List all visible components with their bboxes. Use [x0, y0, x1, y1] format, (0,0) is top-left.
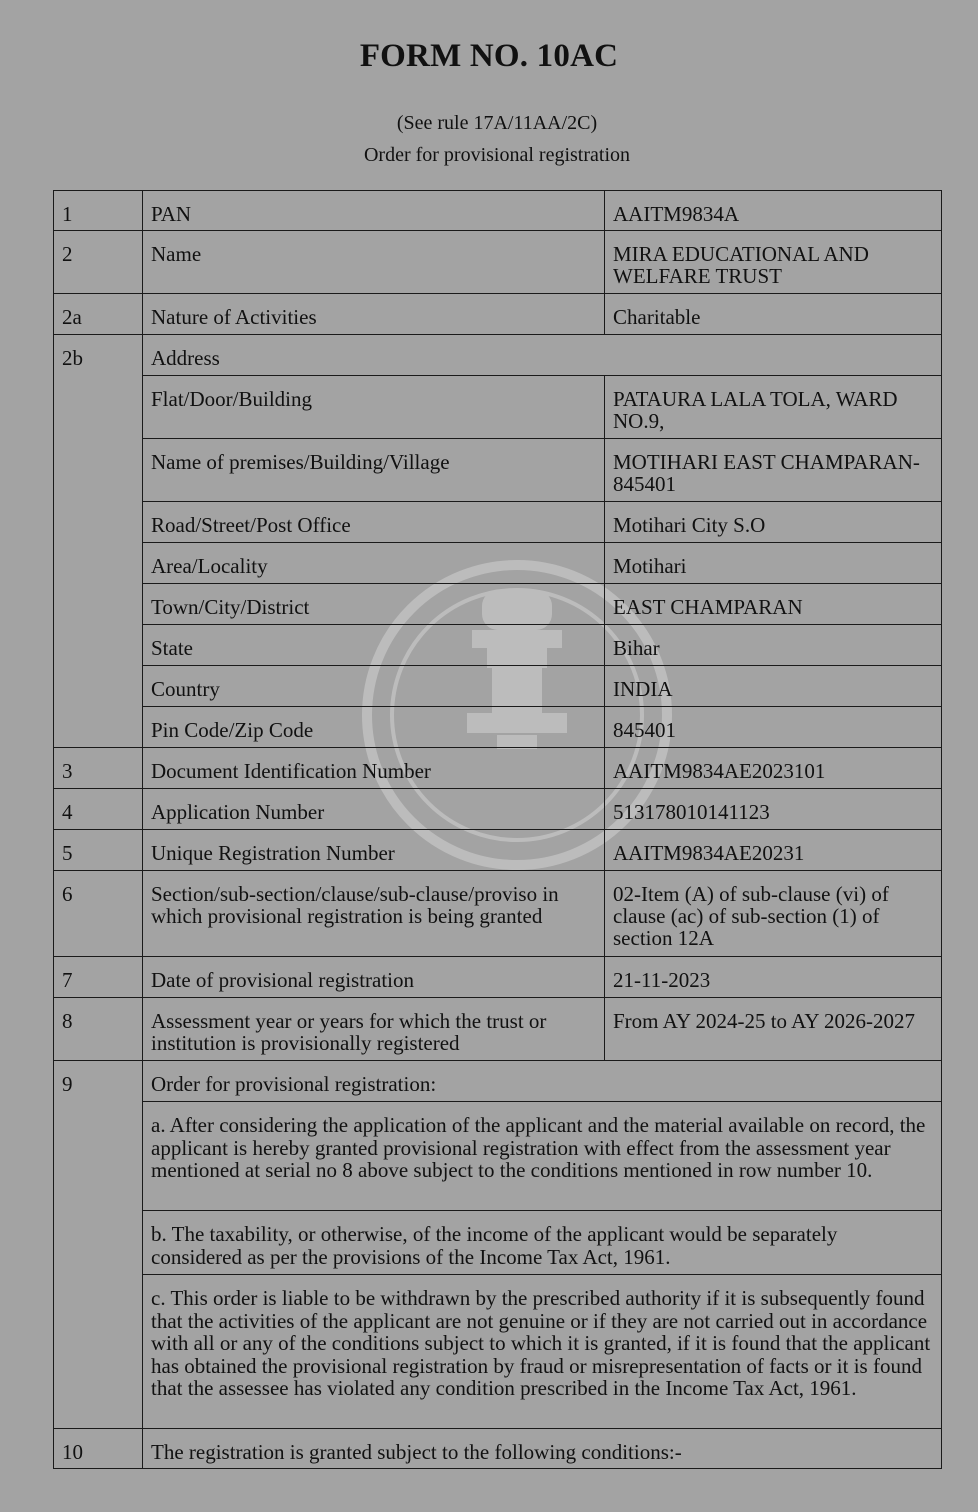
table-row	[54, 830, 942, 871]
serial-number: 1	[54, 191, 143, 231]
field-value: INDIA	[605, 666, 942, 707]
field-label: Unique Registration Number	[143, 830, 605, 871]
table-row	[54, 294, 942, 335]
table-row	[54, 789, 942, 830]
table-row	[54, 1429, 942, 1469]
field-label: Town/City/District	[143, 584, 605, 625]
table-row	[54, 871, 942, 957]
table-row	[54, 543, 942, 584]
field-value: 845401	[605, 707, 942, 748]
table-row	[54, 625, 942, 666]
field-label: State	[143, 625, 605, 666]
form-title: FORM NO. 10AC	[359, 38, 619, 74]
field-label: Section/sub-section/clause/sub-clause/proviso in which provisional registration is being granted	[143, 871, 605, 957]
field-label: Area/Locality	[143, 543, 605, 584]
serial-number: 4	[54, 789, 143, 830]
form-subtitle: Order for provisional registration	[363, 144, 631, 166]
serial-number: 10	[54, 1429, 143, 1469]
field-value: MOTIHARI EAST CHAMPARAN- 845401	[605, 439, 942, 502]
field-label: Address	[143, 335, 942, 376]
field-label: Pin Code/Zip Code	[143, 707, 605, 748]
field-label: Nature of Activities	[143, 294, 605, 335]
table-row	[54, 584, 942, 625]
table-row	[54, 191, 942, 231]
field-label: Date of provisional registration	[143, 957, 605, 998]
field-value: MIRA EDUCATIONAL AND WELFARE TRUST	[605, 231, 942, 294]
field-label: Assessment year or years for which the trust or institution is provisionally registered	[143, 998, 605, 1061]
field-value: PATAURA LALA TOLA, WARD NO.9,	[605, 376, 942, 439]
serial-number: 7	[54, 957, 143, 998]
rule-reference: (See rule 17A/11AA/2C)	[396, 112, 598, 134]
field-value: AAITM9834AE20231	[605, 830, 942, 871]
table-row	[54, 1275, 942, 1429]
field-label: Name of premises/Building/Village	[143, 439, 605, 502]
field-value: Motihari City S.O	[605, 502, 942, 543]
field-label: Name	[143, 231, 605, 294]
field-value: 513178010141123	[605, 789, 942, 830]
field-value: Bihar	[605, 625, 942, 666]
serial-number: 2	[54, 231, 143, 294]
table-row	[54, 231, 942, 294]
table-row	[54, 502, 942, 543]
serial-number: 8	[54, 998, 143, 1061]
table-row	[54, 1102, 942, 1211]
serial-number: 3	[54, 748, 143, 789]
table-row	[54, 957, 942, 998]
field-value: Motihari	[605, 543, 942, 584]
order-clause-c: c. This order is liable to be withdrawn by the prescribed authority if it is subsequently found that the activities of the applicant are not genuine or if they are not carried out in accordance with all or any of the conditions subject to which it is granted, if it is found that the applicant has obtained the provisional registration by fraud or misrepresentation of facts or it is found that the assessee has violated any condition prescribed in the Income Tax Act, 1961.	[143, 1275, 942, 1429]
table-row	[54, 1061, 942, 1102]
field-label: Road/Street/Post Office	[143, 502, 605, 543]
serial-number: 2b	[54, 335, 143, 748]
field-label: The registration is granted subject to the following conditions:-	[143, 1429, 942, 1469]
field-label: PAN	[143, 191, 605, 231]
field-label: Flat/Door/Building	[143, 376, 605, 439]
table-row	[54, 376, 942, 439]
field-value: 21-11-2023	[605, 957, 942, 998]
serial-number: 2a	[54, 294, 143, 335]
field-label: Application Number	[143, 789, 605, 830]
serial-number: 9	[54, 1061, 143, 1429]
table-row	[54, 439, 942, 502]
registration-table	[53, 190, 942, 1469]
field-label: Document Identification Number	[143, 748, 605, 789]
field-value: From AY 2024-25 to AY 2026-2027	[605, 998, 942, 1061]
table-row	[54, 998, 942, 1061]
table-row	[54, 666, 942, 707]
field-value: AAITM9834A	[605, 191, 942, 231]
serial-number: 6	[54, 871, 143, 957]
table-row	[54, 707, 942, 748]
field-value: 02-Item (A) of sub-clause (vi) of clause (ac) of sub-section (1) of section 12A	[605, 871, 942, 957]
serial-number: 5	[54, 830, 143, 871]
field-label: Order for provisional registration:	[143, 1061, 942, 1102]
table-row	[54, 335, 942, 376]
table-row	[54, 1211, 942, 1275]
order-clause-b: b. The taxability, or otherwise, of the income of the applicant would be separately considered as per the provisions of the Income Tax Act, 1961.	[143, 1211, 942, 1275]
order-clause-a: a. After considering the application of the applicant and the material available on record, the applicant is hereby granted provisional registration with effect from the assessment year mentioned at serial no 8 above subject to the conditions mentioned in row number 10.	[143, 1102, 942, 1211]
field-label: Country	[143, 666, 605, 707]
field-value: Charitable	[605, 294, 942, 335]
field-value: EAST CHAMPARAN	[605, 584, 942, 625]
table-row	[54, 748, 942, 789]
field-value: AAITM9834AE2023101	[605, 748, 942, 789]
